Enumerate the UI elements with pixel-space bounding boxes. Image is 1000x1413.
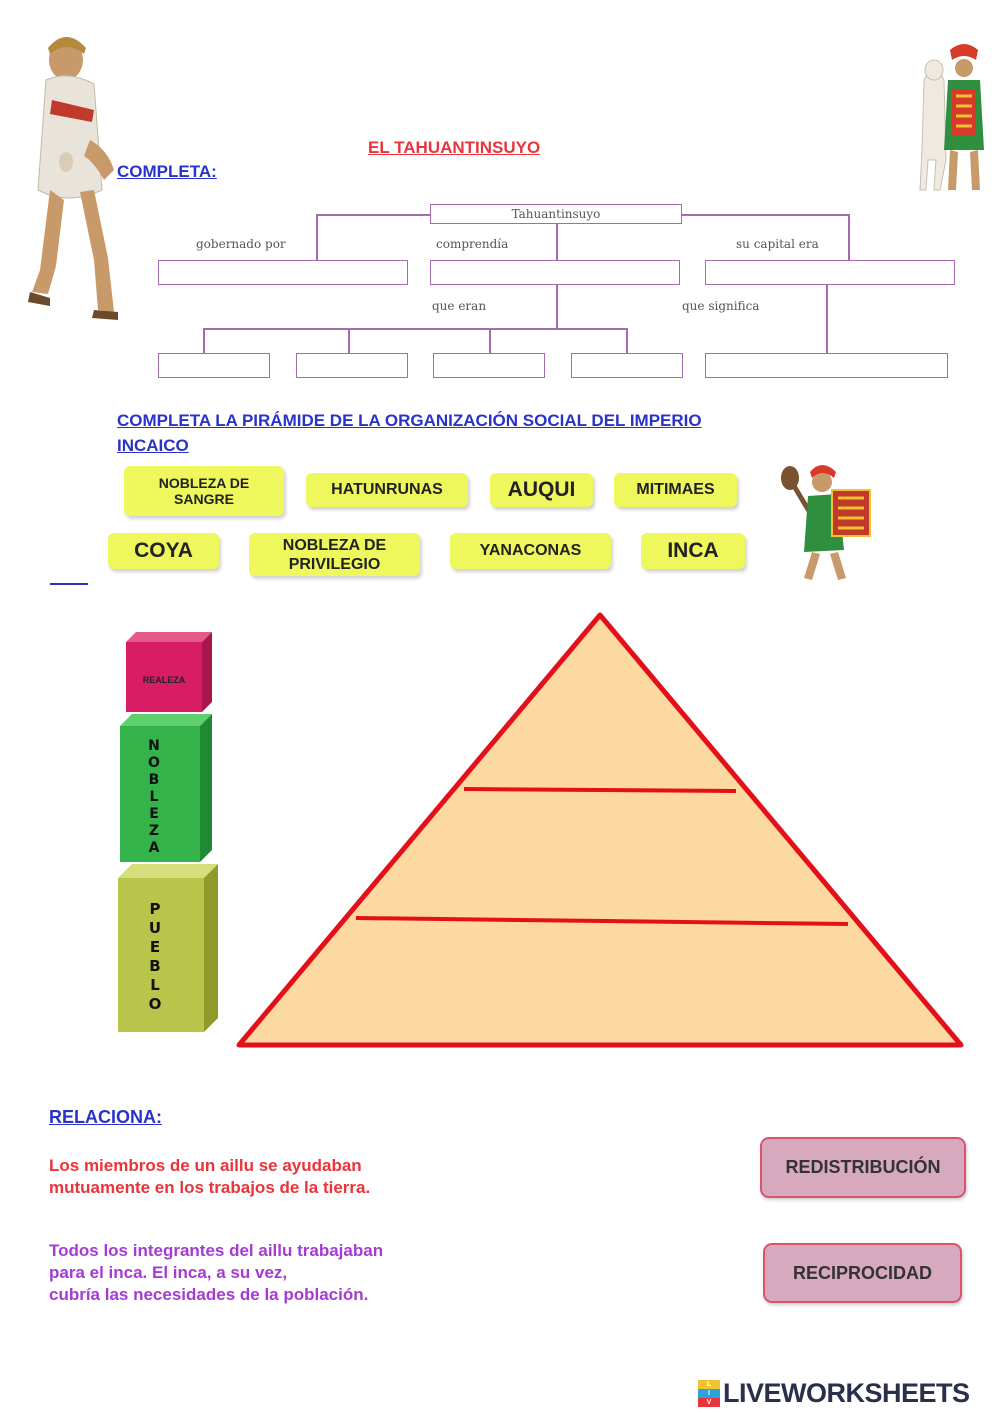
tier-label-realeza: REALEZA	[142, 675, 186, 685]
section-heading-piramide	[117, 408, 857, 458]
connector	[626, 328, 628, 353]
connector	[489, 328, 491, 353]
tier-block-nobleza	[120, 714, 212, 862]
statement-2-line: cubría las necesidades de la población.	[49, 1285, 369, 1304]
section-heading-piramide-line2: INCAICO	[117, 436, 189, 455]
answer-box-gobernado[interactable]	[158, 260, 408, 285]
answer-box-region-2[interactable]	[296, 353, 408, 378]
concept-map-root-box	[430, 204, 682, 224]
branch-label-comprendia: comprendía	[436, 237, 509, 251]
tier-blocks	[114, 630, 224, 1035]
connector	[848, 214, 850, 260]
word-label: HATUNRUNAS	[331, 481, 443, 498]
tier-label-nobleza: NOBLEZA	[146, 738, 162, 857]
concept-map-root-label: Tahuantinsuyo	[511, 207, 601, 221]
inca-runner-illustration	[28, 30, 123, 325]
inca-warrior-illustration	[778, 460, 878, 585]
connector	[826, 285, 828, 353]
brand-icon	[698, 1380, 720, 1408]
option-redistribucion[interactable]	[760, 1137, 966, 1198]
option-label: RECIPROCIDAD	[792, 1262, 932, 1283]
word-label-line: NOBLEZA DE	[282, 536, 387, 554]
word-label: COYA	[134, 539, 193, 562]
brand-icon-bar: I	[698, 1389, 720, 1398]
word-label: YANACONAS	[479, 542, 582, 559]
tier-block-pueblo	[118, 864, 218, 1032]
inca-llama-illustration	[914, 40, 992, 198]
statement-1[interactable]	[49, 1155, 370, 1199]
connector	[556, 224, 558, 260]
sub-label-que-eran: que eran	[432, 299, 487, 313]
pyramid-drop-zone-middle[interactable]	[440, 820, 760, 900]
option-label: REDISTRIBUCIÓN	[785, 1157, 941, 1177]
short-underline-mark	[50, 583, 88, 585]
word-label-line: NOBLEZA DE	[158, 475, 250, 491]
option-reciprocidad[interactable]	[763, 1243, 962, 1303]
worksheet-title: EL TAHUANTINSUYO	[368, 138, 541, 157]
section-heading-piramide-line1: COMPLETA LA PIRÁMIDE DE LA ORGANIZACIÓN SOCIAL DEL IMPERIO	[117, 411, 702, 430]
answer-box-capital[interactable]	[705, 260, 955, 285]
word-label: AUQUI	[507, 478, 576, 501]
brand-icon-bar: L	[698, 1380, 720, 1389]
answer-box-comprendia[interactable]	[430, 260, 680, 285]
word-label-line: SANGRE	[174, 491, 234, 507]
connector	[316, 214, 430, 216]
brand-name: LIVEWORKSHEETS	[723, 1378, 970, 1408]
connector	[348, 328, 350, 353]
answer-box-region-1[interactable]	[158, 353, 270, 378]
word-hatunrunas[interactable]	[306, 473, 468, 507]
word-inca[interactable]	[641, 533, 745, 569]
word-label-line: PRIVILEGIO	[288, 555, 381, 573]
word-auqui[interactable]	[490, 473, 593, 507]
statement-1-line: Los miembros de un aillu se ayudaban	[49, 1156, 362, 1175]
connector	[556, 285, 558, 329]
word-label: MITIMAES	[636, 481, 715, 498]
branch-label-gobernado: gobernado por	[196, 237, 286, 251]
connector	[203, 328, 627, 330]
pyramid-drop-zone-top[interactable]	[520, 690, 680, 770]
word-label: INCA	[667, 539, 719, 562]
pyramid-drop-zone-bottom[interactable]	[340, 950, 860, 1030]
connector	[203, 328, 205, 353]
brand-icon-bar: V	[698, 1398, 720, 1407]
word-nobleza-de-sangre[interactable]	[124, 466, 284, 516]
statement-2-line: Todos los integrantes del aillu trabajaban	[49, 1241, 384, 1260]
word-coya[interactable]	[108, 533, 219, 569]
tier-block-realeza	[126, 632, 212, 712]
statement-2-line: para el inca. El inca, a su vez,	[49, 1263, 288, 1282]
answer-box-region-4[interactable]	[571, 353, 683, 378]
word-yanaconas[interactable]	[450, 533, 611, 569]
pyramid-divider-top	[464, 789, 736, 791]
word-mitimaes[interactable]	[614, 473, 737, 507]
connector	[316, 214, 318, 260]
sub-label-que-significa: que significa	[682, 299, 760, 313]
tier-label-pueblo: PUEBLO	[146, 900, 164, 1014]
section-heading-completa: COMPLETA:	[117, 162, 217, 181]
connector	[682, 214, 848, 216]
statement-2[interactable]	[49, 1240, 383, 1306]
answer-box-region-3[interactable]	[433, 353, 545, 378]
brand-logo	[698, 1378, 970, 1409]
branch-label-capital: su capital era	[736, 237, 819, 251]
answer-box-significado[interactable]	[705, 353, 948, 378]
word-nobleza-de-privilegio[interactable]	[249, 533, 420, 576]
statement-1-line: mutuamente en los trabajos de la tierra.	[49, 1178, 371, 1197]
section-heading-relaciona: RELACIONA:	[49, 1107, 162, 1127]
